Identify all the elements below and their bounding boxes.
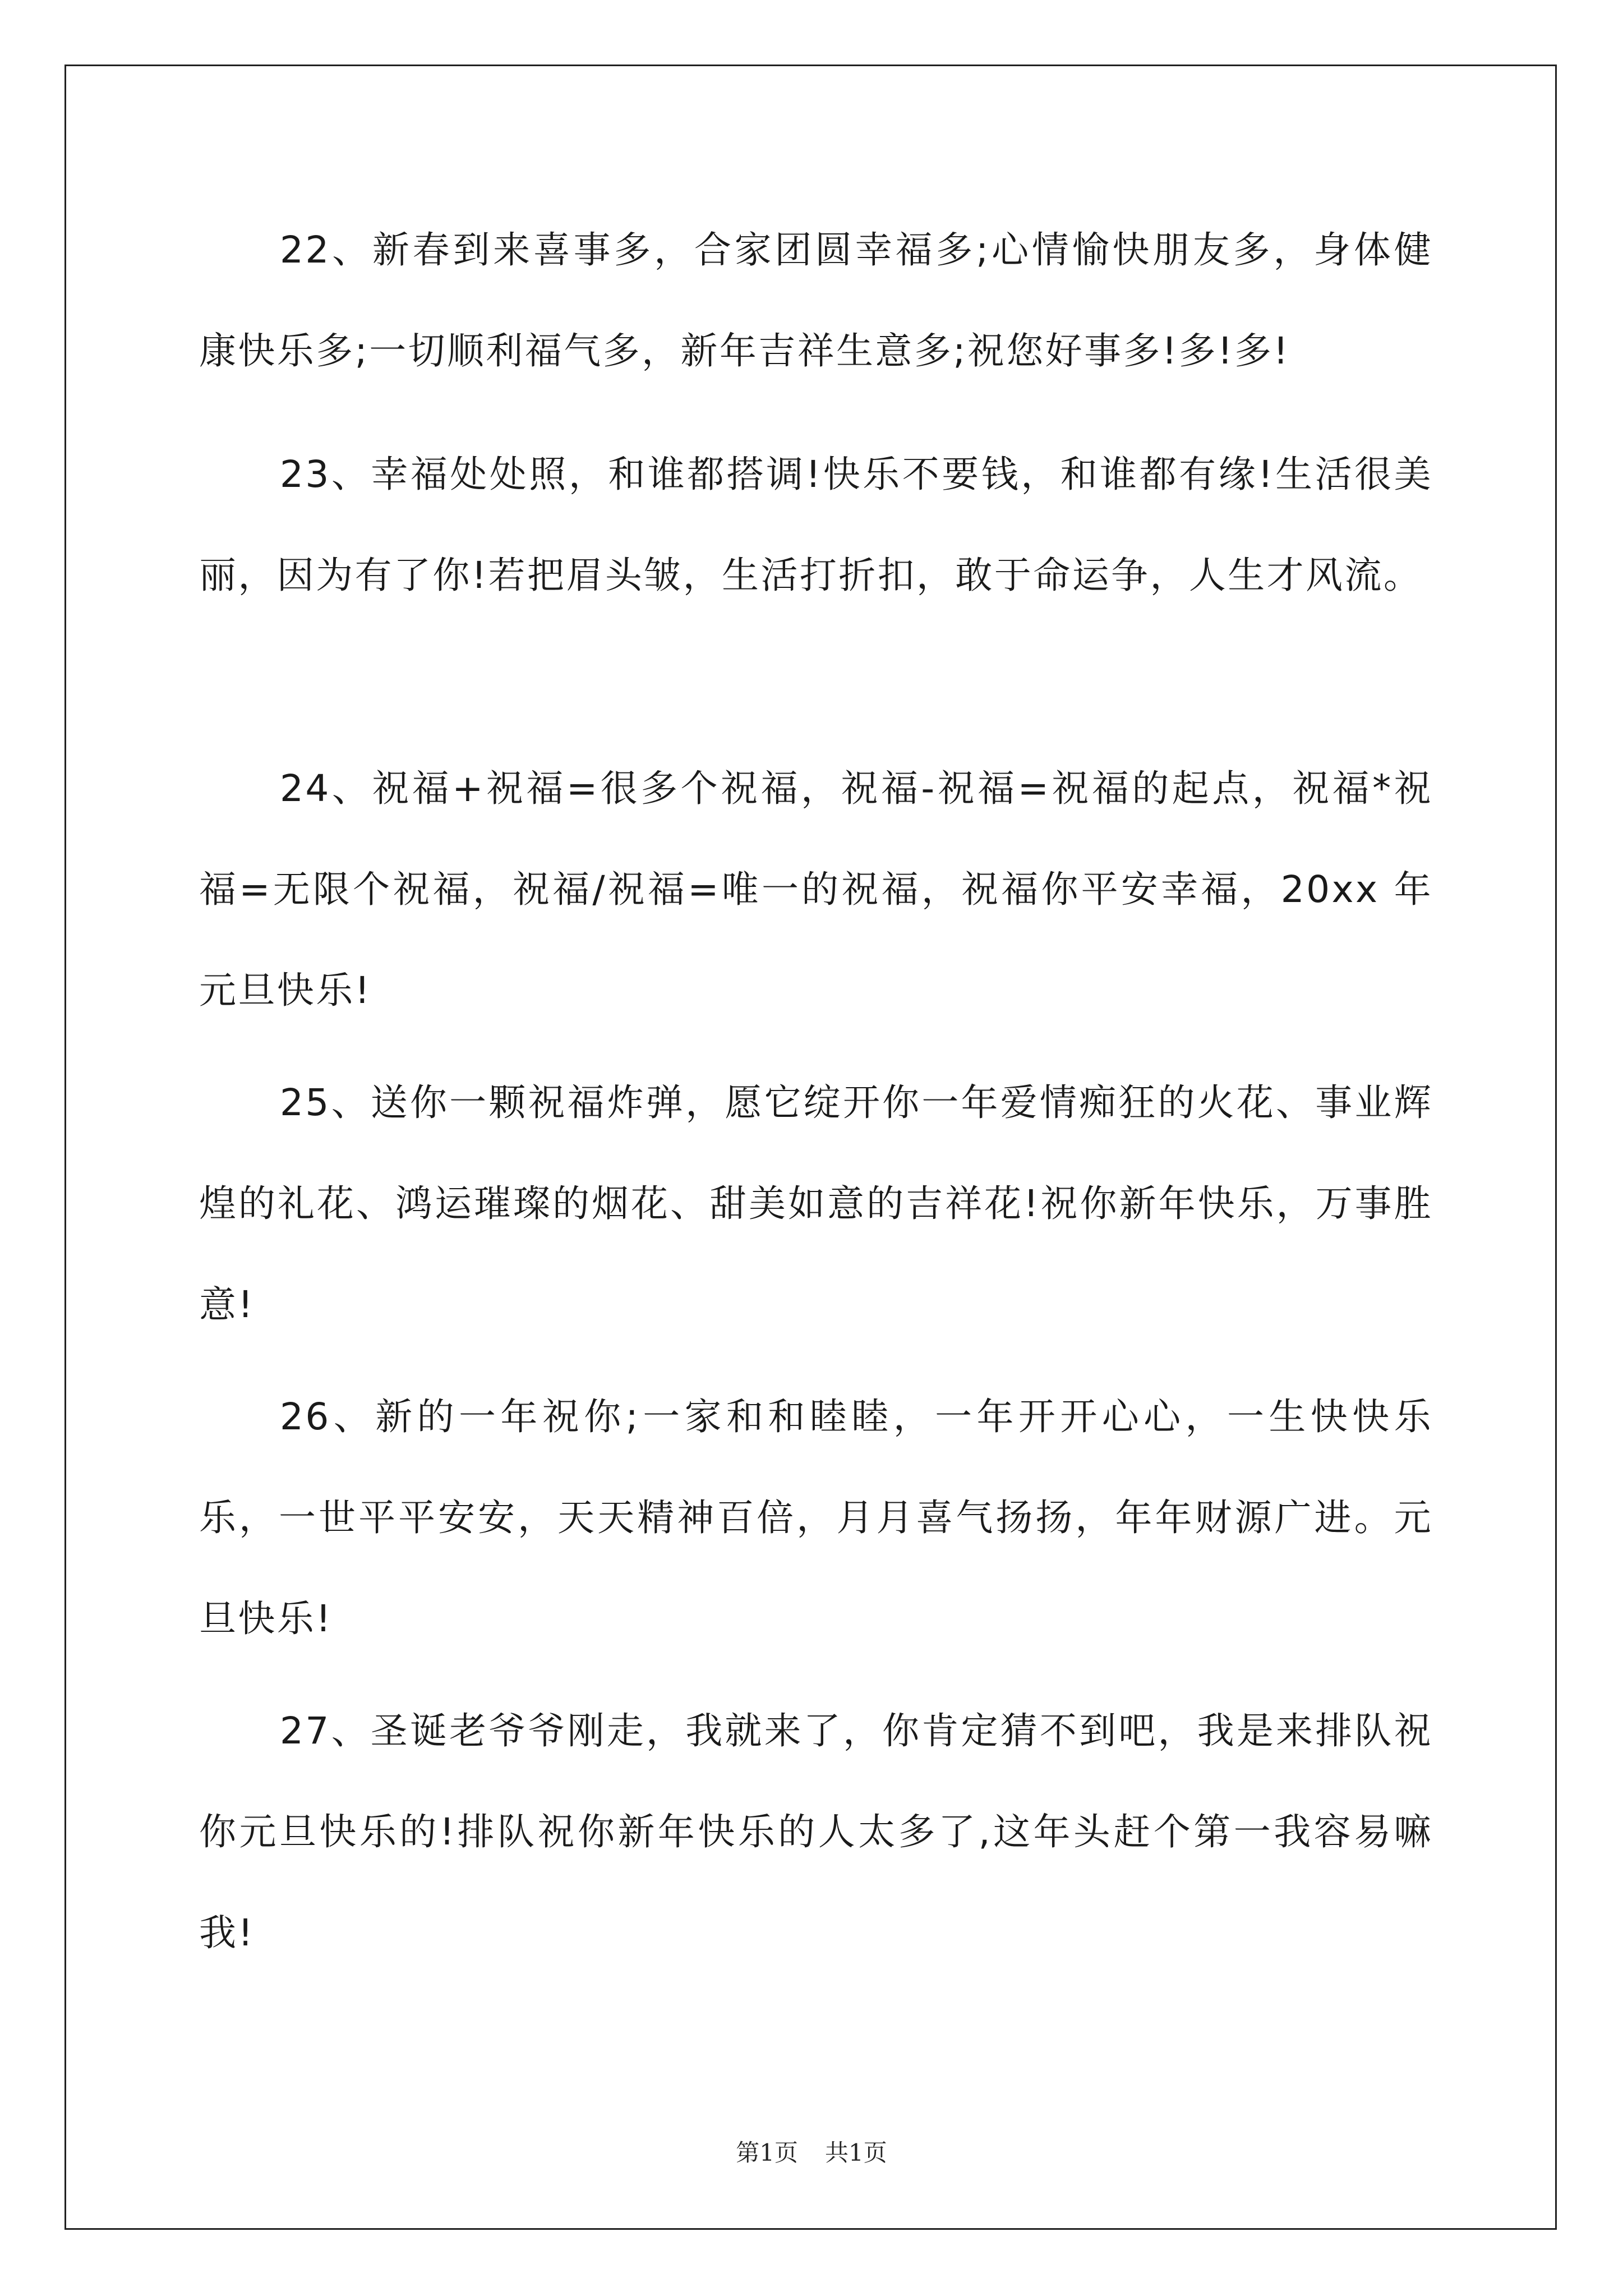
paragraph-26: 26、新的一年祝你;一家和和睦睦，一年开开心心，一生快快乐乐，一世平平安安，天天精神百倍，月月喜气扬扬，年年财源广进。元旦快乐! [199,1395,1433,1640]
paragraph-27: 27、圣诞老爷爷刚走，我就来了，你肯定猜不到吧，我是来排队祝你元旦快乐的!排队祝你新年快乐的人太多了,这年头赶个第一我容易嘛我! [199,1709,1433,1954]
page-total: 共1页 [825,2139,887,2166]
page-number: 第1页 [736,2139,798,2166]
paragraph-25: 25、送你一颗祝福炸弹，愿它绽开你一年爱情痴狂的火花、事业辉煌的礼花、鸿运璀璨的烟花、甜美如意的吉祥花!祝你新年快乐，万事胜意! [199,1081,1433,1326]
paragraph-22: 22、新春到来喜事多，合家团圆幸福多;心情愉快朋友多，身体健康快乐多;一切顺利福气多，新年吉祥生意多;祝您好事多!多!多! [199,228,1433,372]
paragraph-23: 23、幸福处处照，和谁都搭调!快乐不要钱，和谁都有缘!生活很美丽，因为有了你!若把眉头皱，生活打折扣，敢于命运争，人生才风流。 [199,453,1433,597]
page-footer [0,2136,1623,2170]
paragraph-24: 24、祝福+祝福=很多个祝福，祝福-祝福=祝福的起点，祝福*祝福=无限个祝福，祝福/祝福=唯一的祝福，祝福你平安幸福，20xx 年元旦快乐! [199,767,1433,1012]
